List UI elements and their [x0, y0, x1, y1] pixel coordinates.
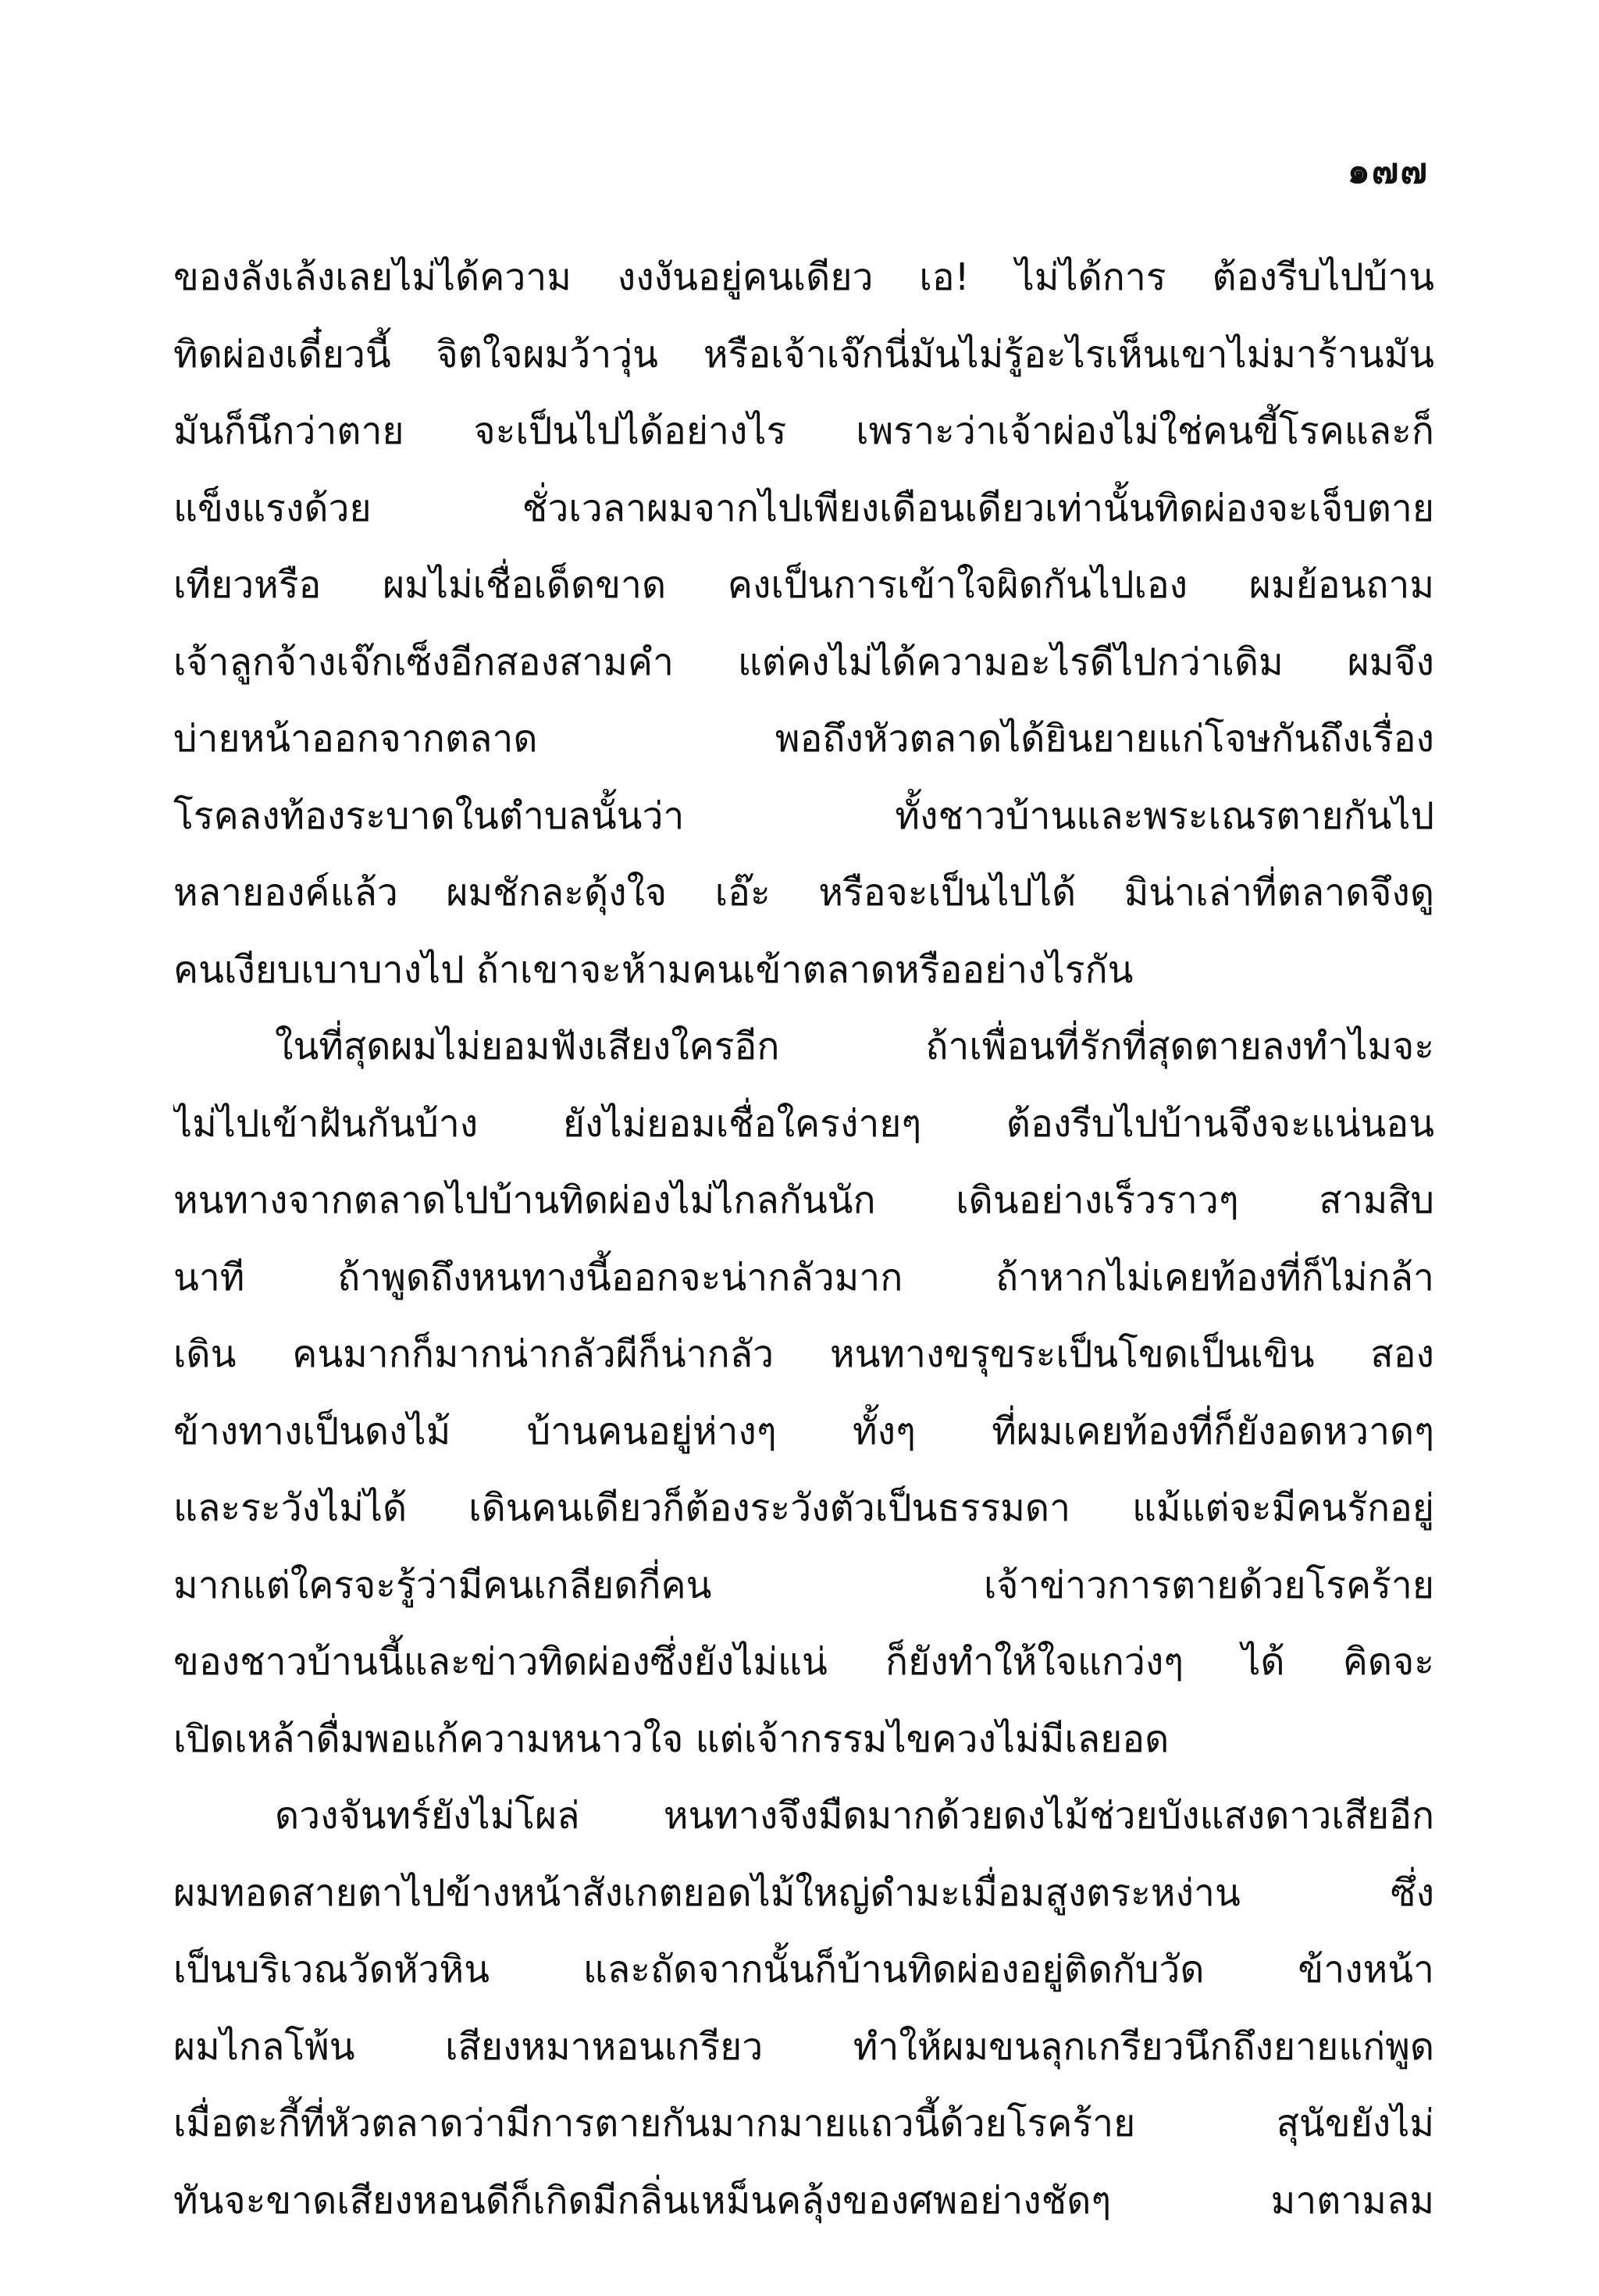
text-line: นาที ถ้าพูดถึงหนทางนี้ออกจะน่ากลัวมาก ถ้าหากไม่เคยท้องที่ก็ไม่กล้า — [173, 1255, 1434, 1300]
text-line: ของชาวบ้านนี้และข่าวทิดผ่องซึ่งยังไม่แน่ ก็ยังทำให้ใจแกว่งๆ ได้ คิดจะ — [173, 1640, 1434, 1684]
text-line: ทันจะขาดเสียงหอนดีก็เกิดมีกลิ่นเหม็นคลุ้งของศพอย่างชัดๆ มาตามลม — [173, 2178, 1434, 2223]
text-line: บ่ายหน้าออกจากตลาด พอถึงหัวตลาดได้ยินยายแก่โจษกันถึงเรื่อง — [173, 717, 1434, 761]
text-line: หลายองค์แล้ว ผมชักละดุ้งใจ เอ๊ะ หรือจะเป็นไปได้ มิน่าเล่าที่ตลาดจึงดู — [173, 871, 1434, 914]
text-line: มากแต่ใครจะรู้ว่ามีคนเกลียดกี่คน เจ้าข่าวการตายด้วยโรคร้าย — [173, 1563, 1434, 1607]
text-line: เป็นบริเวณวัดหัวหิน และถัดจากนั้นก็บ้านทิดผ่องอยู่ติดกับวัด ข้างหน้า — [173, 1948, 1434, 1991]
text-line: ในที่สุดผมไม่ยอมฟังเสียงใครอีก ถ้าเพื่อนที่รักที่สุดตายลงทำไมจะ — [275, 1025, 1434, 1068]
text-line: เมื่อตะกี้ที่หัวตลาดว่ามีการตายกันมากมายแถวนี้ด้วยโรคร้าย สุนัขยังไม่ — [173, 2102, 1434, 2145]
text-line: เทียวหรือ ผมไม่เชื่อเด็ดขาด คงเป็นการเข้าใจผิดกันไปเอง ผมย้อนถาม — [173, 563, 1434, 607]
paragraph — [173, 239, 1434, 1008]
paragraph — [173, 1008, 1434, 1777]
text-line: ทิดผ่องเดี๋ยวนี้ จิตใจผมว้าวุ่น หรือเจ้าเจ๊กนี่มันไม่รู้อะไรเห็นเขาไม่มาร้านมัน — [173, 332, 1434, 376]
text-line: หนทางจากตลาดไปบ้านทิดผ่องไม่ไกลกันนัก เดินอย่างเร็วราวๆ สามสิบ — [173, 1178, 1434, 1222]
text-line: แข็งแรงด้วย ชั่วเวลาผมจากไปเพียงเดือนเดียวเท่านั้นทิดผ่องจะเจ็บตาย — [173, 486, 1434, 530]
text-line: ของลังเล้งเลยไม่ได้ความ งงงันอยู่คนเดียว เอ! ไม่ได้การ ต้องรีบไปบ้าน — [173, 255, 1434, 299]
text-line: คนเงียบเบาบางไป ถ้าเขาจะห้ามคนเข้าตลาดหรืออย่างไรกัน — [173, 947, 1134, 992]
text-line: เจ้าลูกจ้างเจ๊กเซ็งอีกสองสามคำ แต่คงไม่ได้ความอะไรดีไปกว่าเดิม ผมจึง — [173, 640, 1434, 684]
text-line: ไม่ไปเข้าฝันกันบ้าง ยังไม่ยอมเชื่อใครง่ายๆ ต้องรีบไปบ้านจึงจะแน่นอน — [173, 1101, 1434, 1146]
text-line: ข้างทางเป็นดงไม้ บ้านคนอยู่ห่างๆ ทั้งๆ ที่ผมเคยท้องที่ก็ยังอดหวาดๆ — [173, 1409, 1434, 1453]
body-text — [173, 239, 1434, 2239]
text-line: ผมทอดสายตาไปข้างหน้าสังเกตยอดไม้ใหญ่ดำมะเมื่อมสูงตระหง่าน ซึ่ง — [173, 1870, 1434, 1915]
text-line: เดิน คนมากก็มากน่ากลัวผีก็น่ากลัว หนทางขรุขระเป็นโขดเป็นเขิน สอง — [173, 1332, 1434, 1376]
text-line: โรคลงท้องระบาดในตำบลนั้นว่า ทั้งชาวบ้านและพระเณรตายกันไป — [173, 793, 1434, 838]
page-number: ๑๗๗ — [1347, 149, 1429, 191]
text-line: เปิดเหล้าดื่มพอแก้ความหนาวใจ แต่เจ้ากรรมไขควงไม่มีเลยอด — [173, 1717, 1170, 1761]
text-line: และระวังไม่ได้ เดินคนเดียวก็ต้องระวังตัวเป็นธรรมดา แม้แต่จะมีคนรักอยู่ — [173, 1486, 1434, 1530]
text-line: ผมไกลโพ้น เสียงหมาหอนเกรียว ทำให้ผมขนลุกเกรียวนึกถึงยายแก่พูด — [173, 2024, 1434, 2069]
paragraph — [173, 1777, 1434, 2239]
text-line: มันก็นึกว่าตาย จะเป็นไปได้อย่างไร เพราะว่าเจ้าผ่องไม่ใช่คนขี้โรคและก็ — [173, 409, 1434, 453]
text-line: ดวงจันทร์ยังไม่โผล่ หนทางจึงมืดมากด้วยดงไม้ช่วยบังแสงดาวเสียอีก — [275, 1794, 1434, 1838]
